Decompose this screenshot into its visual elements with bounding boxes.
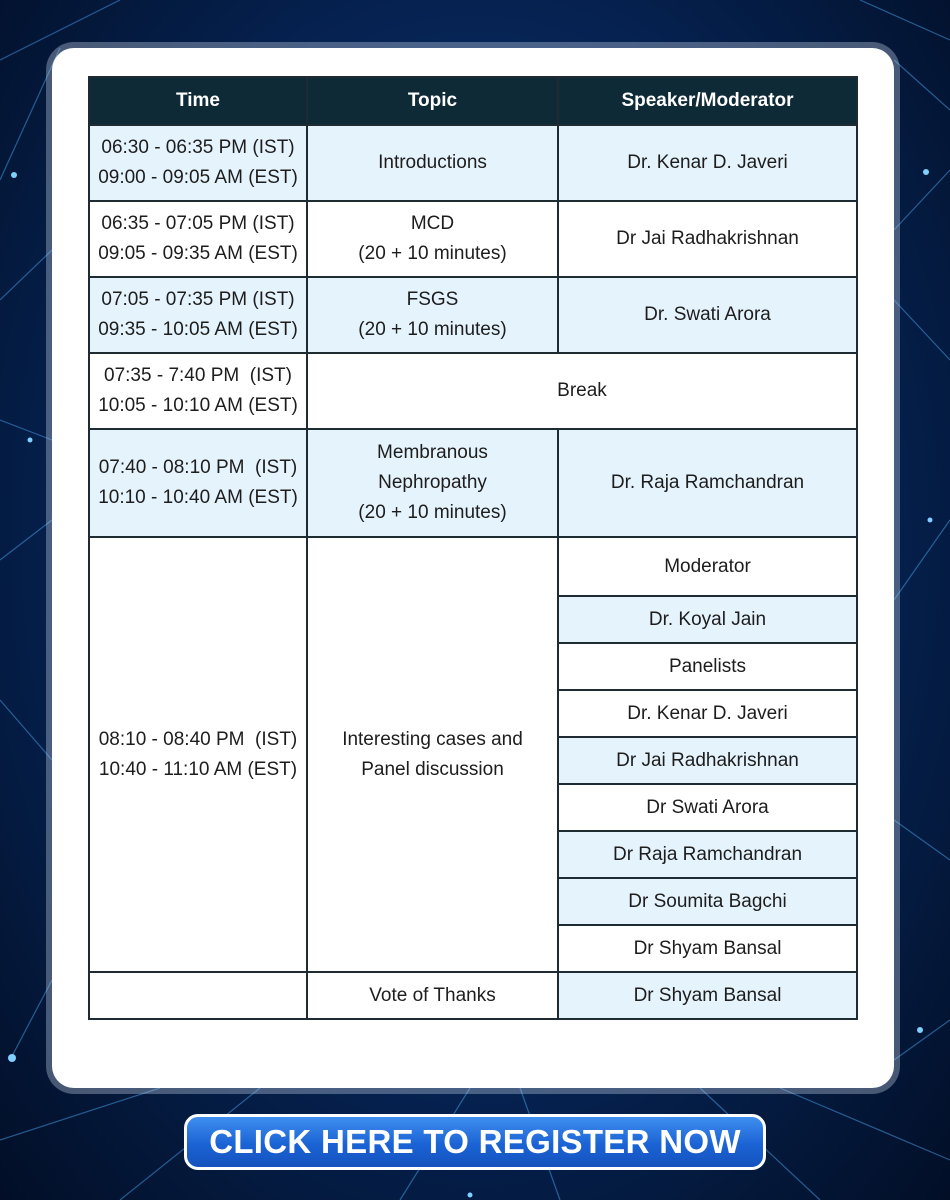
break-cell: Break xyxy=(307,353,857,429)
time-est: 10:40 - 11:10 AM (EST) xyxy=(98,758,298,780)
time-ist: 06:35 - 07:05 PM (IST) xyxy=(101,213,295,234)
speaker-cell: Dr Raja Ramchandran xyxy=(558,831,857,878)
time-cell xyxy=(89,125,307,201)
register-now-button[interactable]: CLICK HERE TO REGISTER NOW xyxy=(184,1114,766,1170)
time-cell xyxy=(89,201,307,277)
time-est: 10:05 - 10:10 AM (EST) xyxy=(98,395,298,416)
speaker-cell: Dr Jai Radhakrishnan xyxy=(558,737,857,784)
table-row xyxy=(89,125,857,201)
topic-title: FSGS xyxy=(406,289,459,310)
time-est: 09:35 - 10:05 AM (EST) xyxy=(98,319,298,340)
time-est: 09:00 - 09:05 AM (EST) xyxy=(98,167,298,188)
time-ist: 07:05 - 07:35 PM (IST) xyxy=(101,289,295,310)
speaker-cell: Dr. Kenar D. Javeri xyxy=(558,690,857,737)
time-cell xyxy=(89,353,307,429)
speaker-cell: Dr Swati Arora xyxy=(558,784,857,831)
table-row xyxy=(89,537,857,596)
speaker-cell: Dr. Swati Arora xyxy=(558,277,857,353)
speaker-cell: Dr. Kenar D. Javeri xyxy=(558,125,857,201)
table-row xyxy=(89,972,857,1019)
topic-title-line2: Nephropathy xyxy=(378,472,487,493)
time-ist: 07:40 - 08:10 PM (IST) xyxy=(98,457,298,478)
time-cell-empty xyxy=(89,972,307,1019)
speaker-cell: Panelists xyxy=(558,643,857,690)
table-header-row xyxy=(89,77,857,125)
topic-title-line1: Interesting cases and xyxy=(342,728,523,750)
time-ist: 08:10 - 08:40 PM (IST) xyxy=(98,728,298,750)
speaker-cell: Dr. Koyal Jain xyxy=(558,596,857,643)
table-row xyxy=(89,201,857,277)
topic-duration: (20 + 10 minutes) xyxy=(358,243,507,264)
topic-duration: (20 + 10 minutes) xyxy=(358,502,507,523)
topic-cell xyxy=(307,429,558,537)
topic-duration: (20 + 10 minutes) xyxy=(358,319,507,340)
topic-cell xyxy=(307,201,558,277)
time-ist: 06:30 - 06:35 PM (IST) xyxy=(101,137,295,158)
topic-title-line2: Panel discussion xyxy=(361,758,504,780)
topic-title: MCD xyxy=(410,213,455,234)
topic-cell xyxy=(307,277,558,353)
speaker-cell: Dr Soumita Bagchi xyxy=(558,878,857,925)
topic-cell xyxy=(307,537,558,972)
time-cell xyxy=(89,277,307,353)
time-cell xyxy=(89,537,307,972)
speaker-cell: Dr. Raja Ramchandran xyxy=(558,429,857,537)
speaker-cell: Moderator xyxy=(558,537,857,596)
speaker-cell: Dr Shyam Bansal xyxy=(558,925,857,972)
header-speaker: Speaker/Moderator xyxy=(558,77,857,125)
time-ist: 07:35 - 7:40 PM (IST) xyxy=(104,365,292,386)
topic-cell: Introductions xyxy=(307,125,558,201)
time-est: 10:10 - 10:40 AM (EST) xyxy=(98,487,298,508)
header-topic: Topic xyxy=(307,77,558,125)
time-est: 09:05 - 09:35 AM (EST) xyxy=(98,243,298,264)
speaker-cell: Dr Shyam Bansal xyxy=(558,972,857,1019)
topic-title-line1: Membranous xyxy=(377,442,488,463)
table-row xyxy=(89,277,857,353)
schedule-card xyxy=(52,48,894,1088)
speaker-cell: Dr Jai Radhakrishnan xyxy=(558,201,857,277)
time-cell xyxy=(89,429,307,537)
header-time: Time xyxy=(89,77,307,125)
topic-cell: Vote of Thanks xyxy=(307,972,558,1019)
table-row xyxy=(89,429,857,537)
schedule-table xyxy=(88,76,858,1020)
table-row xyxy=(89,353,857,429)
